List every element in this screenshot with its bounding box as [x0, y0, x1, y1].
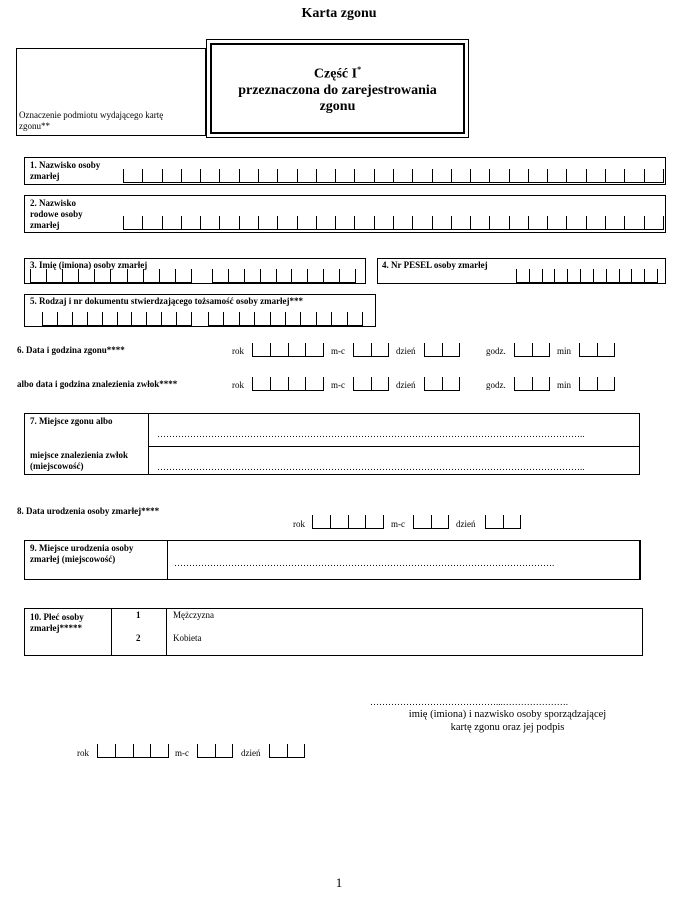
comb-cell[interactable]: [566, 216, 585, 230]
comb-cell[interactable]: [94, 269, 110, 283]
comb-cell[interactable]: [644, 216, 664, 230]
comb-cell[interactable]: [432, 216, 451, 230]
comb-cell[interactable]: [579, 377, 597, 391]
field-birth-place-label: 9. Miejsce urodzenia osoby zmarłej (miejscowość): [30, 543, 134, 564]
comb-cell[interactable]: [485, 515, 503, 529]
comb-cell[interactable]: [305, 343, 324, 357]
comb-cell[interactable]: [115, 744, 133, 758]
comb-cell[interactable]: [276, 269, 292, 283]
birth-month-combs[interactable]: [413, 515, 449, 529]
field-surname-label: 1. Nazwisko osoby zmarłej: [30, 160, 101, 181]
comb-cell[interactable]: [412, 216, 431, 230]
field-id-document-combs-a[interactable]: [42, 312, 192, 326]
comb-cell[interactable]: [347, 312, 363, 326]
comb-cell[interactable]: [316, 216, 335, 230]
year-label: rok: [77, 748, 89, 758]
sex-option-male[interactable]: Mężczyzna: [173, 610, 214, 620]
signature-year-combs[interactable]: [97, 744, 169, 758]
comb-cell[interactable]: [97, 744, 115, 758]
comb-cell[interactable]: [509, 169, 528, 183]
comb-cell[interactable]: [514, 377, 532, 391]
comb-cell[interactable]: [624, 169, 643, 183]
comb-cell[interactable]: [442, 343, 461, 357]
hour-label: godz.: [486, 380, 506, 390]
found-minute-combs[interactable]: [579, 377, 615, 391]
comb-cell[interactable]: [176, 312, 192, 326]
comb-cell[interactable]: [277, 216, 296, 230]
day-label: dzień: [396, 380, 416, 390]
comb-cell[interactable]: [644, 269, 658, 283]
comb-cell[interactable]: [413, 515, 431, 529]
comb-cell[interactable]: [424, 377, 442, 391]
comb-cell[interactable]: [532, 377, 551, 391]
comb-cell[interactable]: [330, 515, 348, 529]
comb-cell[interactable]: [547, 216, 566, 230]
comb-cell[interactable]: [297, 169, 316, 183]
day-label: dzień: [241, 748, 261, 758]
comb-cell[interactable]: [489, 216, 508, 230]
comb-cell[interactable]: [219, 169, 238, 183]
comb-cell[interactable]: [78, 269, 94, 283]
signature-line[interactable]: ……………………………………...………………….: [370, 697, 568, 707]
comb-cell[interactable]: [503, 515, 522, 529]
issuer-label: Oznaczenie podmiotu wydającego kartę zgonu**: [19, 110, 164, 131]
death-day-combs[interactable]: [424, 343, 460, 357]
comb-cell[interactable]: [624, 216, 643, 230]
comb-cell[interactable]: [432, 169, 451, 183]
comb-cell[interactable]: [215, 744, 234, 758]
comb-cell[interactable]: [593, 269, 606, 283]
field-found-date-label: albo data i godzina znalezienia zwłok****: [17, 379, 178, 389]
comb-cell[interactable]: [307, 269, 323, 283]
day-label: dzień: [396, 346, 416, 356]
comb-cell[interactable]: [223, 312, 238, 326]
comb-cell[interactable]: [605, 169, 624, 183]
hour-label: godz.: [486, 346, 506, 356]
field-sex-divider-1: [111, 608, 112, 656]
comb-cell[interactable]: [353, 377, 371, 391]
year-label: rok: [293, 519, 305, 529]
comb-cell[interactable]: [287, 744, 306, 758]
death-minute-combs[interactable]: [579, 343, 615, 357]
page-title: Karta zgonu: [301, 6, 377, 21]
comb-cell[interactable]: [374, 216, 393, 230]
comb-cell[interactable]: [142, 216, 161, 230]
sex-option-female[interactable]: Kobieta: [173, 633, 202, 643]
comb-cell[interactable]: [597, 343, 616, 357]
comb-cell[interactable]: [509, 216, 528, 230]
comb-cell[interactable]: [239, 169, 258, 183]
comb-cell[interactable]: [87, 312, 102, 326]
signature-month-combs[interactable]: [197, 744, 233, 758]
signature-caption-line1: imię (imiona) i nazwisko osoby sporządzającej: [408, 709, 607, 720]
comb-cell[interactable]: [339, 269, 356, 283]
comb-cell[interactable]: [567, 269, 580, 283]
found-year-combs[interactable]: [252, 377, 324, 391]
comb-cell[interactable]: [547, 169, 566, 183]
comb-cell[interactable]: [197, 744, 215, 758]
month-label: m-c: [175, 748, 189, 758]
year-label: rok: [232, 380, 244, 390]
comb-cell[interactable]: [181, 169, 200, 183]
field-first-names-combs-a[interactable]: [30, 269, 192, 283]
comb-cell[interactable]: [354, 169, 373, 183]
found-hour-combs[interactable]: [514, 377, 550, 391]
comb-cell[interactable]: [451, 169, 470, 183]
comb-cell[interactable]: [580, 269, 593, 283]
comb-cell[interactable]: [528, 216, 547, 230]
comb-cell[interactable]: [586, 216, 605, 230]
comb-cell[interactable]: [305, 377, 324, 391]
minute-label: min: [557, 380, 572, 390]
comb-cell[interactable]: [212, 269, 228, 283]
comb-cell[interactable]: [335, 216, 354, 230]
field-pesel-combs[interactable]: [516, 269, 658, 283]
comb-cell[interactable]: [316, 169, 335, 183]
comb-cell[interactable]: [102, 312, 117, 326]
comb-cell[interactable]: [200, 169, 219, 183]
field-birth-date-label: 8. Data urodzenia osoby zmarłej****: [17, 506, 160, 516]
comb-cell[interactable]: [150, 744, 169, 758]
death-year-combs[interactable]: [252, 343, 324, 357]
comb-cell[interactable]: [270, 312, 285, 326]
death-place-input[interactable]: ……………………………………………………………………………………………………………………………..: [157, 429, 585, 439]
month-label: m-c: [391, 519, 405, 529]
comb-cell[interactable]: [323, 269, 339, 283]
comb-cell[interactable]: [542, 269, 555, 283]
comb-cell[interactable]: [586, 169, 605, 183]
signature-day-combs[interactable]: [269, 744, 305, 758]
part-heading-line3: zgonu: [319, 98, 356, 114]
part-heading: [206, 62, 469, 115]
comb-cell[interactable]: [252, 377, 270, 391]
field-death-place-divider: [148, 413, 149, 475]
comb-cell[interactable]: [208, 312, 223, 326]
comb-cell[interactable]: [431, 515, 450, 529]
comb-cell[interactable]: [72, 312, 87, 326]
comb-cell[interactable]: [127, 269, 143, 283]
comb-cell[interactable]: [285, 312, 300, 326]
comb-cell[interactable]: [365, 515, 384, 529]
comb-cell[interactable]: [254, 312, 269, 326]
comb-cell[interactable]: [143, 269, 159, 283]
birth-year-combs[interactable]: [312, 515, 384, 529]
comb-cell[interactable]: [269, 744, 287, 758]
comb-cell[interactable]: [133, 744, 151, 758]
comb-cell[interactable]: [516, 269, 529, 283]
page-number: 1: [335, 875, 343, 890]
field-birth-place-divider: [167, 540, 168, 580]
signature-caption: [370, 708, 645, 734]
comb-cell[interactable]: [288, 343, 306, 357]
comb-cell[interactable]: [258, 169, 277, 183]
field-id-document-combs-b[interactable]: [208, 312, 363, 326]
comb-cell[interactable]: [451, 216, 470, 230]
sex-option-num-1: 1: [136, 610, 141, 620]
comb-cell[interactable]: [335, 169, 354, 183]
field-pesel-label: 4. Nr PESEL osoby zmarłej: [382, 260, 488, 270]
comb-cell[interactable]: [123, 169, 142, 183]
field-first-names-combs-b[interactable]: [212, 269, 356, 283]
comb-cell[interactable]: [62, 269, 78, 283]
comb-cell[interactable]: [371, 377, 390, 391]
field-death-place-hline: [148, 446, 640, 447]
comb-cell[interactable]: [566, 169, 585, 183]
comb-cell[interactable]: [644, 169, 664, 183]
comb-cell[interactable]: [270, 377, 288, 391]
comb-cell[interactable]: [200, 216, 219, 230]
comb-cell[interactable]: [219, 216, 238, 230]
comb-cell[interactable]: [393, 216, 412, 230]
comb-cell[interactable]: [42, 312, 57, 326]
minute-label: min: [557, 346, 572, 356]
comb-cell[interactable]: [46, 269, 62, 283]
birth-place-input[interactable]: ……………………………………………………………………………………………………………….: [174, 558, 555, 568]
field-death-date-label: 6. Data i godzina zgonu****: [17, 345, 125, 355]
comb-cell[interactable]: [161, 312, 176, 326]
comb-cell[interactable]: [117, 312, 132, 326]
comb-cell[interactable]: [57, 312, 72, 326]
comb-cell[interactable]: [297, 216, 316, 230]
found-day-combs[interactable]: [424, 377, 460, 391]
comb-cell[interactable]: [239, 312, 254, 326]
part-heading-line2: przeznaczona do zarejestrowania: [238, 82, 437, 98]
comb-cell[interactable]: [631, 269, 644, 283]
comb-cell[interactable]: [300, 312, 315, 326]
comb-cell[interactable]: [316, 312, 331, 326]
comb-cell[interactable]: [579, 343, 597, 357]
month-label: m-c: [331, 346, 345, 356]
comb-cell[interactable]: [331, 312, 346, 326]
field-birth-place-right-border: [639, 540, 641, 580]
comb-cell[interactable]: [371, 343, 390, 357]
comb-cell[interactable]: [597, 377, 616, 391]
field-maiden-name-label: 2. Nazwisko rodowe osoby zmarłej: [30, 198, 83, 230]
comb-cell[interactable]: [244, 269, 260, 283]
comb-cell[interactable]: [142, 169, 161, 183]
comb-cell[interactable]: [348, 515, 366, 529]
comb-cell[interactable]: [353, 343, 371, 357]
comb-cell[interactable]: [424, 343, 442, 357]
part-heading-line1: Część I: [313, 66, 358, 82]
comb-cell[interactable]: [162, 216, 181, 230]
comb-cell[interactable]: [442, 377, 461, 391]
comb-cell[interactable]: [159, 269, 175, 283]
part-heading-sup: *: [357, 65, 362, 74]
found-place-input[interactable]: ……………………………………………………………………………………………………………………………..: [157, 462, 585, 472]
field-surname-combs[interactable]: [123, 169, 664, 183]
field-death-place-label-b: miejsce znalezienia zwłok (miejscowość): [30, 450, 128, 471]
found-month-combs[interactable]: [353, 377, 389, 391]
comb-cell[interactable]: [470, 169, 489, 183]
death-month-combs[interactable]: [353, 343, 389, 357]
comb-cell[interactable]: [277, 169, 296, 183]
comb-cell[interactable]: [489, 169, 508, 183]
field-death-place-label-a: 7. Miejsce zgonu albo: [30, 416, 113, 426]
comb-cell[interactable]: [252, 343, 270, 357]
comb-cell[interactable]: [175, 269, 192, 283]
month-label: m-c: [331, 380, 345, 390]
comb-cell[interactable]: [312, 515, 330, 529]
comb-cell[interactable]: [470, 216, 489, 230]
comb-cell[interactable]: [514, 343, 532, 357]
comb-cell[interactable]: [291, 269, 307, 283]
comb-cell[interactable]: [532, 343, 551, 357]
death-hour-combs[interactable]: [514, 343, 550, 357]
comb-cell[interactable]: [131, 312, 146, 326]
comb-cell[interactable]: [123, 216, 142, 230]
signature-caption-line2: kartę zgonu oraz jej podpis: [450, 722, 565, 733]
comb-cell[interactable]: [619, 269, 632, 283]
field-sex-divider-2: [166, 608, 167, 656]
comb-cell[interactable]: [554, 269, 567, 283]
sex-option-num-2: 2: [136, 633, 141, 643]
comb-cell[interactable]: [110, 269, 126, 283]
comb-cell[interactable]: [412, 169, 431, 183]
comb-cell[interactable]: [260, 269, 276, 283]
comb-cell[interactable]: [605, 216, 624, 230]
comb-cell[interactable]: [146, 312, 161, 326]
field-first-names-label: 3. Imię (imiona) osoby zmarłej: [30, 260, 148, 270]
comb-cell[interactable]: [30, 269, 46, 283]
comb-cell[interactable]: [181, 216, 200, 230]
comb-cell[interactable]: [239, 216, 258, 230]
comb-cell[interactable]: [393, 169, 412, 183]
comb-cell[interactable]: [258, 216, 277, 230]
field-sex-label: 10. Płeć osoby zmarłej*****: [30, 612, 84, 633]
year-label: rok: [232, 346, 244, 356]
comb-cell[interactable]: [270, 343, 288, 357]
field-sex-box: [24, 608, 643, 656]
comb-cell[interactable]: [288, 377, 306, 391]
comb-cell[interactable]: [529, 269, 542, 283]
field-id-document-label: 5. Rodzaj i nr dokumentu stwierdzającego tożsamość osoby zmarłej***: [30, 296, 304, 306]
comb-cell[interactable]: [374, 169, 393, 183]
comb-cell[interactable]: [606, 269, 619, 283]
comb-cell[interactable]: [228, 269, 244, 283]
comb-cell[interactable]: [162, 169, 181, 183]
comb-cell[interactable]: [528, 169, 547, 183]
field-maiden-name-combs[interactable]: [123, 216, 664, 230]
birth-day-combs[interactable]: [485, 515, 521, 529]
comb-cell[interactable]: [354, 216, 373, 230]
day-label: dzień: [456, 519, 476, 529]
